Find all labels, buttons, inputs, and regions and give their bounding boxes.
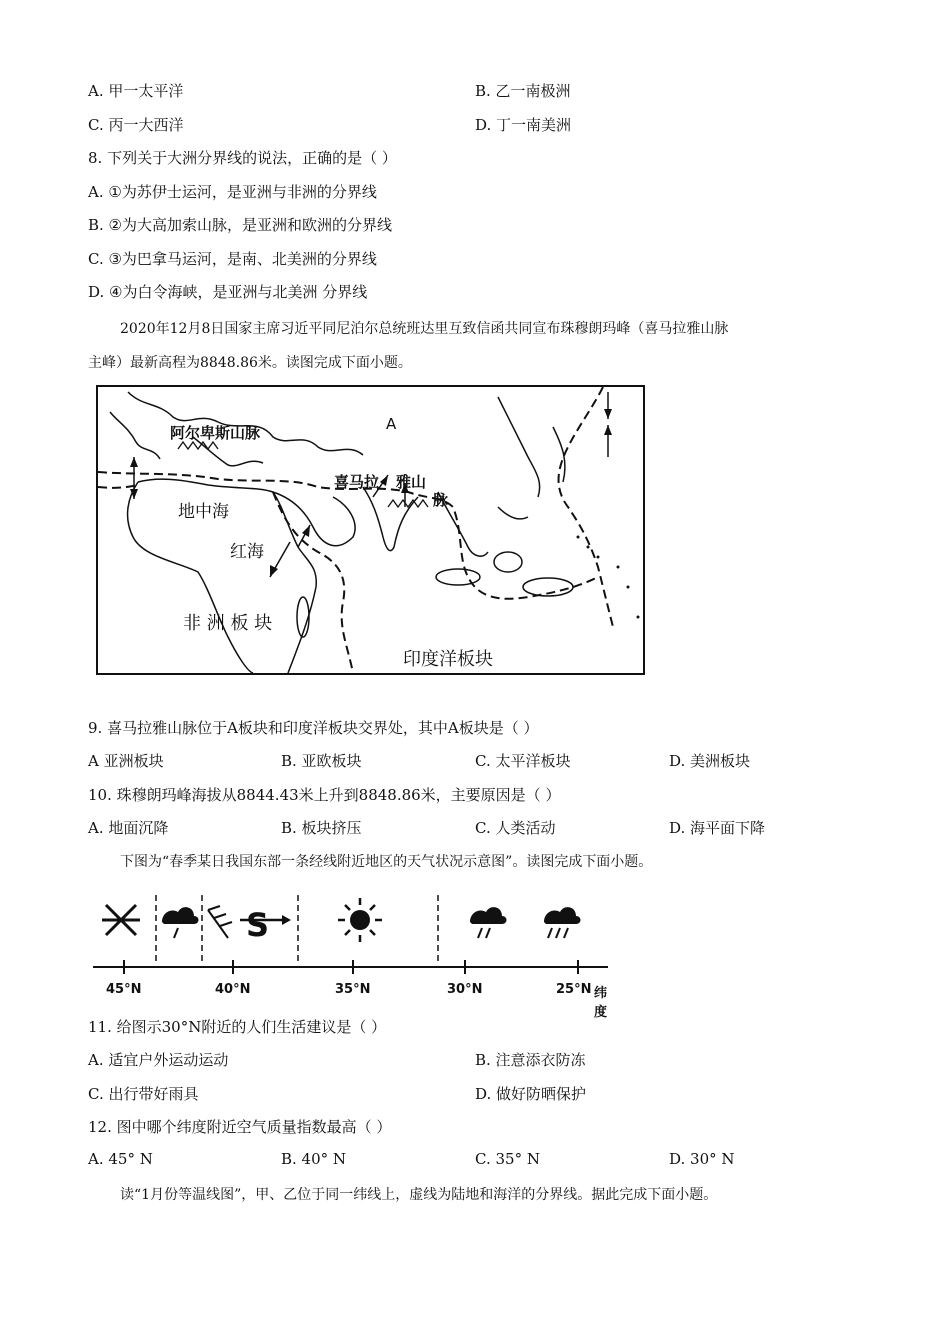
q12-stem: 12. 图中哪个纬度附近空气质量指数最高（ ） <box>88 1118 392 1136</box>
map-label-indian-plate: 印度洋板块 <box>403 649 493 670</box>
q11-option-a: A. 适宜户外运动运动 <box>88 1051 229 1069</box>
intro1-line2: 主峰）最新高程为8848.86米。读图完成下面小题。 <box>88 355 412 371</box>
sun-icon <box>338 898 382 942</box>
intro2-line1: 下图为“春季某日我国东部一条经线附近地区的天气状况示意图”。读图完成下面小题。 <box>120 854 653 870</box>
snow-icon <box>102 905 140 935</box>
map-label-himalaya-3: 脉 <box>433 491 449 509</box>
q10-option-d: D. 海平面下降 <box>669 819 766 837</box>
q9-option-d: D. 美洲板块 <box>669 752 751 770</box>
q12-option-a: A. 45° N <box>88 1150 153 1168</box>
heavy-rain-icon <box>544 907 581 938</box>
weather-diagram <box>88 890 618 1020</box>
q9-option-b: B. 亚欧板块 <box>281 752 362 770</box>
q8-option-c: C. ③为巴拿马运河，是南、北美洲的分界线 <box>88 250 377 268</box>
q8-stem: 8. 下列关于大洲分界线的说法，正确的是（ ） <box>88 149 397 167</box>
lat-label-25: 25°N <box>556 982 592 997</box>
q7-option-a: A. 甲一太平洋 <box>88 82 184 100</box>
q10-option-b: B. 板块挤压 <box>281 819 362 837</box>
q12-option-b: B. 40° N <box>281 1150 347 1168</box>
svg-text:S: S <box>246 906 270 944</box>
q12-option-c: C. 35° N <box>475 1150 540 1168</box>
q9-option-c: C. 太平洋板块 <box>475 752 571 770</box>
map-label-a: A <box>386 415 397 433</box>
axis-label-latitude: 纬度 <box>594 986 608 1020</box>
q12-option-d: D. 30° N <box>669 1150 735 1168</box>
intro1-line1: 2020年12月8日国家主席习近平同尼泊尔总统班达里互致信函共同宣布珠穆朗玛峰（喜马拉雅山脉 <box>120 321 729 337</box>
q9-stem: 9. 喜马拉雅山脉位于A板块和印度洋板块交界处，其中A板块是（ ） <box>88 719 539 737</box>
map-label-himalaya-2: 雅山 <box>396 473 427 491</box>
q11-stem: 11. 给图示30°N附近的人们生活建议是（ ） <box>88 1018 387 1036</box>
map-label-africa-plate: 非 洲 板 块 <box>183 613 273 634</box>
wind-icon <box>208 906 232 938</box>
lat-label-45: 45°N <box>106 982 142 997</box>
lat-label-35: 35°N <box>335 982 371 997</box>
plate-map <box>96 385 645 675</box>
lat-label-40: 40°N <box>215 982 251 997</box>
cloud-rain-icon <box>162 907 199 938</box>
map-label-alps: 阿尔卑斯山脉 <box>170 424 261 442</box>
q10-option-a: A. 地面沉降 <box>88 819 169 837</box>
q8-option-d: D. ④为白令海峡，是亚洲与北美洲 分界线 <box>88 283 368 301</box>
q7-option-c: C. 丙一大西洋 <box>88 116 184 134</box>
map-label-mediterranean: 地中海 <box>178 502 229 522</box>
q7-option-d: D. 丁一南美洲 <box>475 116 572 134</box>
q11-option-d: D. 做好防晒保护 <box>475 1085 587 1103</box>
map-label-himalaya-1: 喜马拉 <box>334 473 380 491</box>
intro3-line1: 读“1月份等温线图”，甲、乙位于同一纬线上，虚线为陆地和海洋的分界线。据此完成下面小题。 <box>120 1187 718 1203</box>
q8-option-b: B. ②为大高加索山脉，是亚洲和欧洲的分界线 <box>88 216 393 234</box>
q11-option-c: C. 出行带好雨具 <box>88 1085 199 1103</box>
lat-label-30: 30°N <box>447 982 483 997</box>
q9-option-a: A 亚洲板块 <box>88 752 164 770</box>
moderate-rain-icon <box>470 907 507 938</box>
q10-option-c: C. 人类活动 <box>475 819 556 837</box>
q7-option-b: B. 乙一南极洲 <box>475 82 571 100</box>
q11-option-b: B. 注意添衣防冻 <box>475 1051 586 1069</box>
map-label-red-sea: 红海 <box>230 542 264 562</box>
sandstorm-icon <box>240 906 291 944</box>
q10-stem: 10. 珠穆朗玛峰海拔从8844.43米上升到8848.86米，主要原因是（ ） <box>88 786 561 804</box>
q8-option-a: A. ①为苏伊士运河，是亚洲与非洲的分界线 <box>88 183 377 201</box>
